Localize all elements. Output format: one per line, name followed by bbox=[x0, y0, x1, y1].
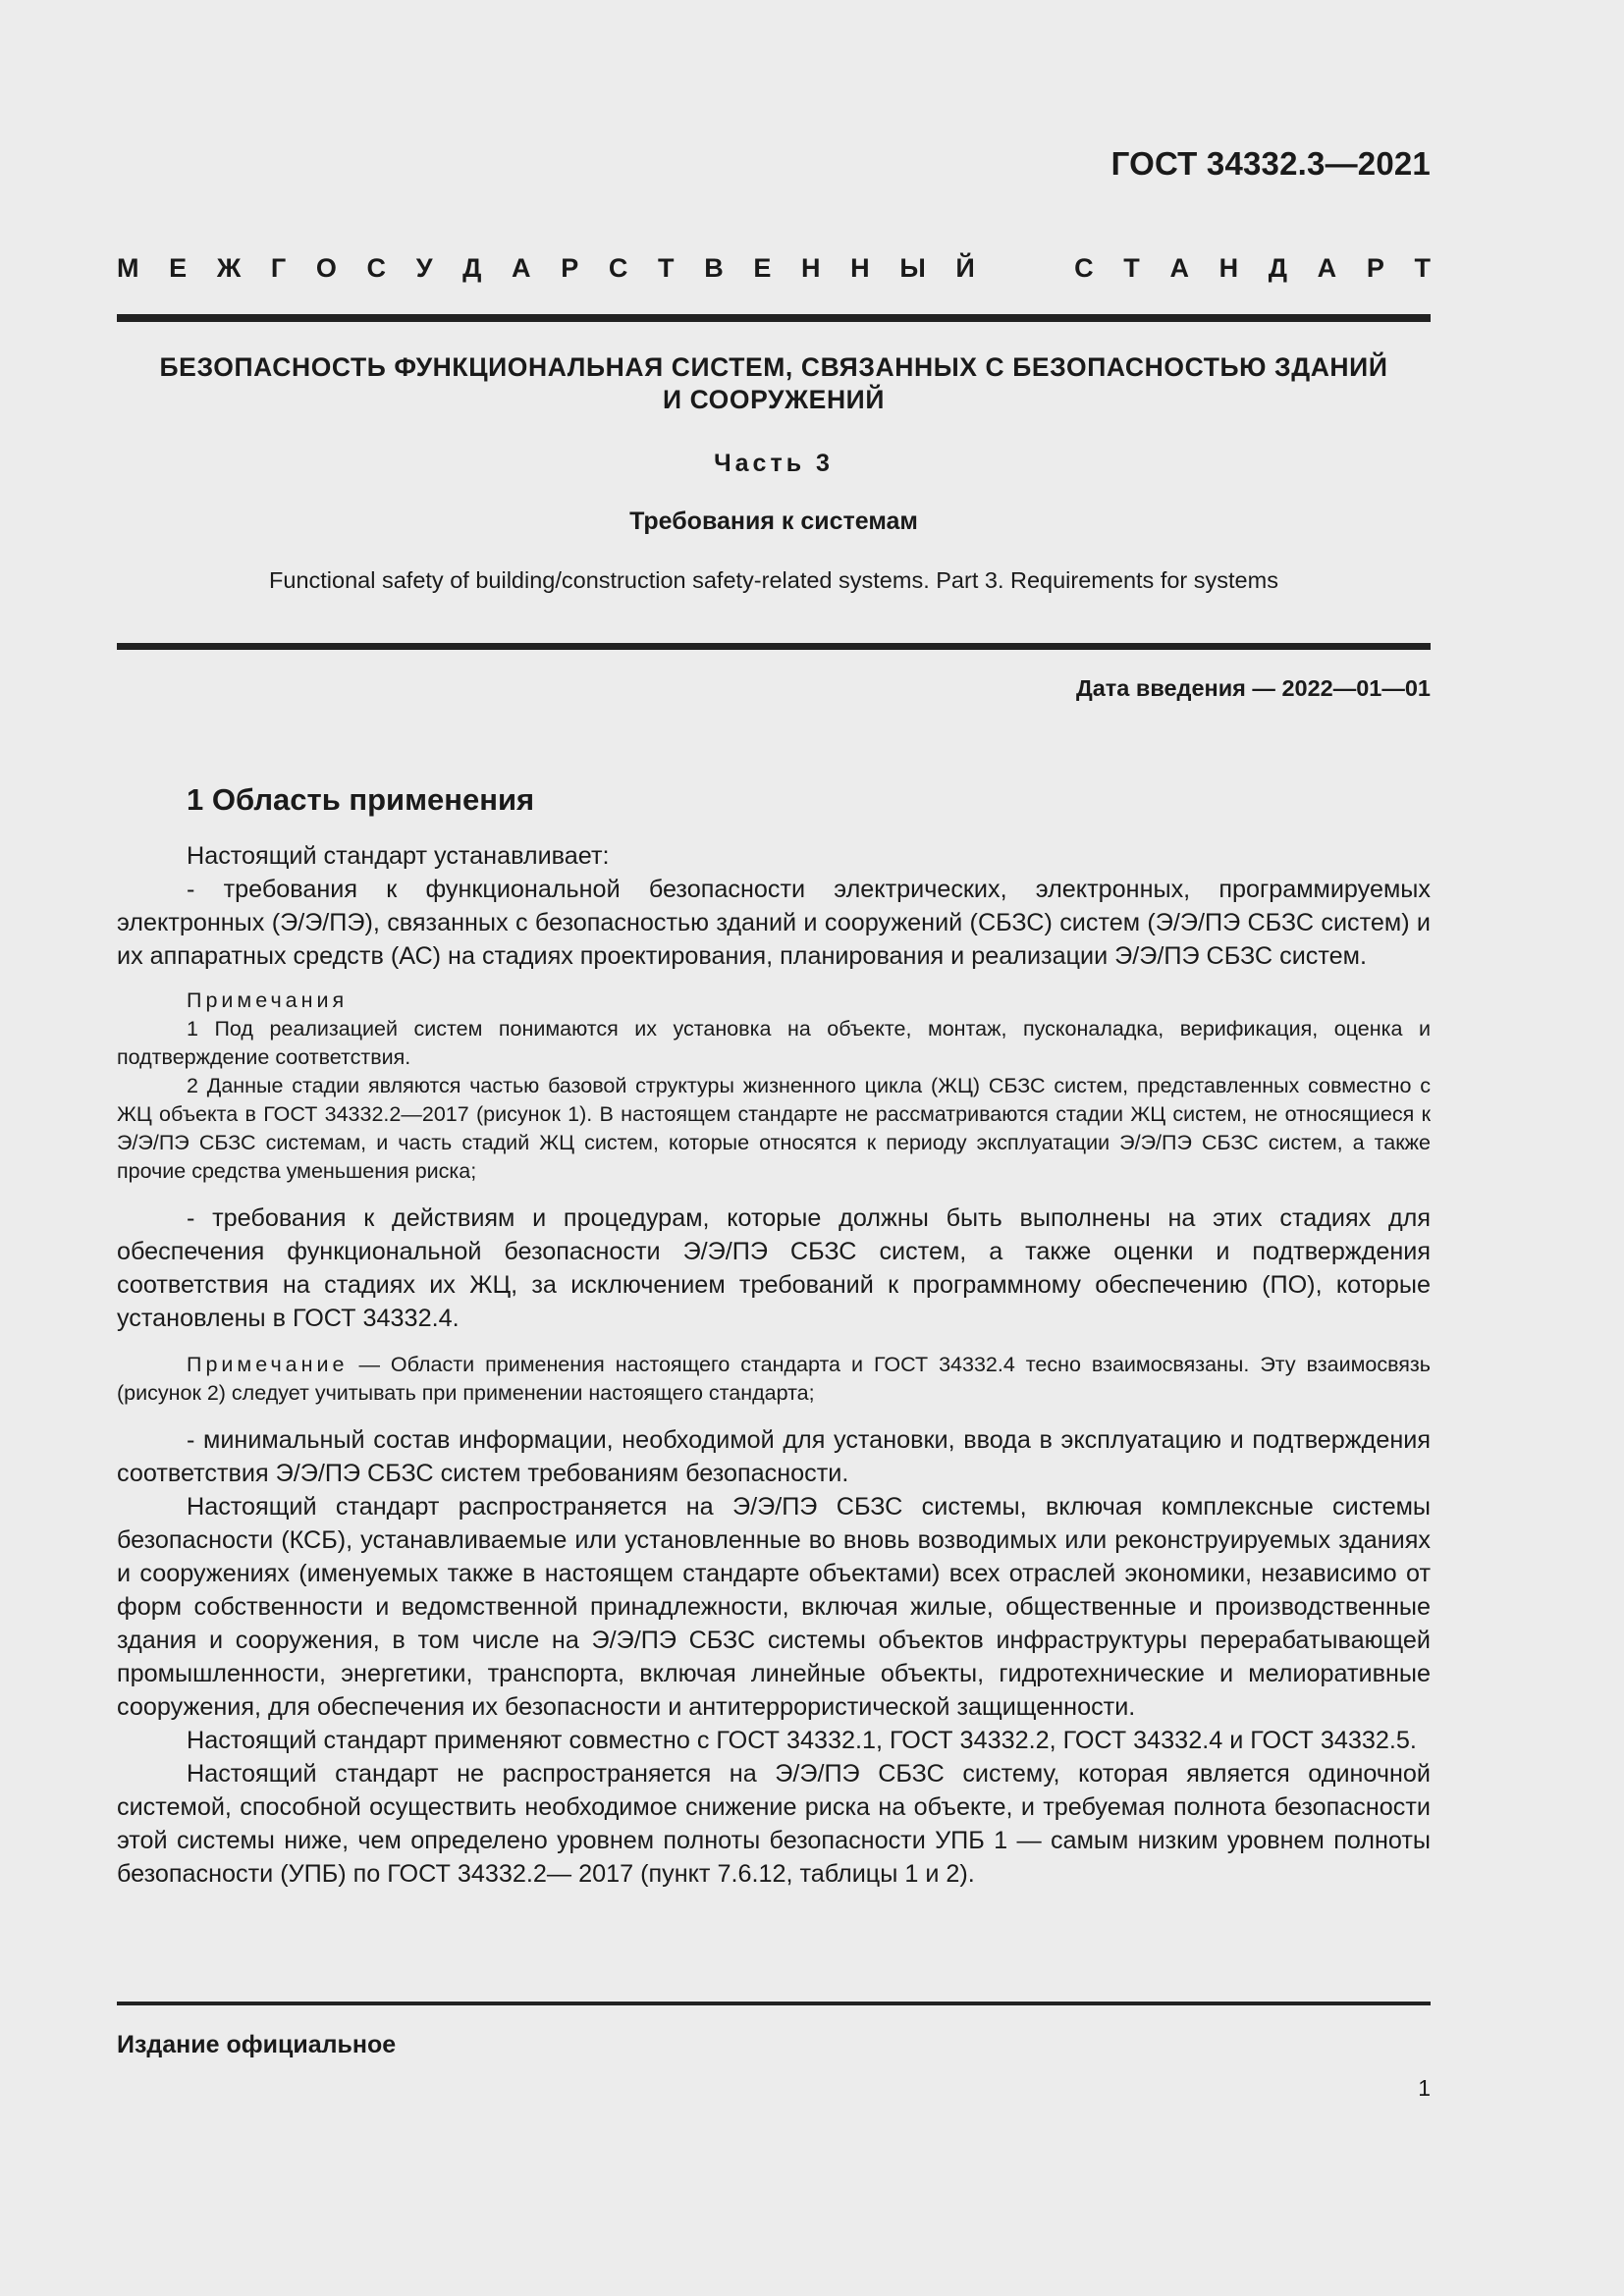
note-label: Примечание bbox=[187, 1353, 349, 1376]
note: 2 Данные стадии являются частью базовой структуры жизненного цикла (ЖЦ) СБЗС систем, представленных совместно с ЖЦ объекта в ГОСТ 34332.2—2017 (рисунок 1). В настоящем стандарте не рассматриваются стадии ЖЦ систем, не относящиеся к Э/Э/ПЭ СБЗС системам, и часть стадий ЖЦ систем, которые относятся к периоду эксплуатации Э/Э/ПЭ СБЗС систем, а также прочие средства уменьшения риска; bbox=[117, 1074, 1431, 1183]
banner-letter: В bbox=[704, 253, 724, 283]
title-block bbox=[117, 351, 1431, 594]
page-number: 1 bbox=[1418, 2075, 1431, 2101]
banner-letter: А bbox=[1317, 253, 1337, 283]
header-divider bbox=[117, 314, 1431, 322]
banner-letter: Р bbox=[561, 253, 579, 283]
document-subtitle: Требования к системам bbox=[629, 507, 918, 535]
banner-letter: Е bbox=[753, 253, 772, 283]
paragraph: - минимальный состав информации, необходимой для установки, ввода в эксплуатацию и подтверждения соответствия Э/Э/ПЭ СБЗС систем требованиям безопасности. bbox=[117, 1426, 1431, 1487]
banner-letter: Й bbox=[955, 253, 975, 283]
banner-letter: А bbox=[1169, 253, 1189, 283]
banner-letter: Ж bbox=[216, 253, 242, 283]
banner-letter: Д bbox=[1268, 253, 1288, 283]
banner-letter: У bbox=[415, 253, 433, 283]
footer-divider bbox=[117, 2002, 1431, 2005]
note-text: — Области применения настоящего стандарта и ГОСТ 34332.4 тесно взаимосвязаны. Эту взаимосвязь (рисунок 2) следует учитывать при применении настоящего стандарта; bbox=[117, 1353, 1431, 1405]
paragraph: Настоящий стандарт не распространяется на Э/Э/ПЭ СБЗС систему, которая является одиночной системой, способной осуществить необходимое снижение риска на объекте, и требуемая полнота безопасности этой системы ниже, чем определено уровнем полноты безопасности УПБ 1 — самым низким уровнем полноты безопасности (УПБ) по ГОСТ 34332.2— 2017 (пункт 7.6.12, таблицы 1 и 2). bbox=[117, 1760, 1431, 1888]
paragraph: Настоящий стандарт устанавливает: bbox=[187, 842, 610, 870]
section-scope bbox=[117, 782, 1431, 1891]
section-heading: 1 Область применения bbox=[187, 782, 535, 817]
paragraph: - требования к действиям и процедурам, которые должны быть выполнены на этих стадиях для обеспечения функциональной безопасности Э/Э/ПЭ СБЗС систем, а также оценки и подтверждения соответствия на стадиях их ЖЦ, за исключением требований к программному обеспечению (ПО), которые установлены в ГОСТ 34332.4. bbox=[117, 1204, 1431, 1332]
note: 1 Под реализацией систем понимаются их установка на объекте, монтаж, пусконаладка, верификация, оценка и подтверждение соответствия. bbox=[117, 1017, 1431, 1069]
edition-label: Издание официальное bbox=[117, 2031, 397, 2058]
notes-label: Примечания bbox=[187, 988, 349, 1012]
banner-letter: С bbox=[1074, 253, 1094, 283]
banner-letter: Т bbox=[1123, 253, 1140, 283]
banner-letter: Т bbox=[1414, 253, 1431, 283]
banner-letter: Т bbox=[658, 253, 675, 283]
part-label: Часть 3 bbox=[714, 450, 834, 477]
note bbox=[117, 1351, 1431, 1408]
paragraph: Настоящий стандарт применяют совместно с ГОСТ 34332.1, ГОСТ 34332.2, ГОСТ 34332.4 и ГОСТ 34332.5. bbox=[187, 1727, 1417, 1754]
title-divider bbox=[117, 643, 1431, 650]
banner-word-gap bbox=[1004, 253, 1044, 284]
document-title-line: И СООРУЖЕНИЙ bbox=[663, 385, 885, 414]
banner-letter: Е bbox=[169, 253, 188, 283]
banner-letter: С bbox=[608, 253, 628, 283]
document-title bbox=[117, 351, 1431, 416]
banner-letter: Н bbox=[801, 253, 821, 283]
paragraph: - требования к функциональной безопасности электрических, электронных, программируемых электронных (Э/Э/ПЭ), связанных с безопасностью зданий и сооружений (СБЗС) систем (Э/Э/ПЭ СБЗС систем) и их аппаратных средств (АС) на стадиях проектирования, планирования и реализации Э/Э/ПЭ СБЗС систем. bbox=[117, 876, 1431, 970]
banner-letter: М bbox=[117, 253, 139, 283]
document-title-line: БЕЗОПАСНОСТЬ ФУНКЦИОНАЛЬНАЯ СИСТЕМ, СВЯЗАННЫХ С БЕЗОПАСНОСТЬЮ ЗДАНИЙ bbox=[159, 352, 1388, 382]
document-page bbox=[117, 0, 1431, 2296]
paragraph: Настоящий стандарт распространяется на Э/Э/ПЭ СБЗС системы, включая комплексные системы безопасности (КСБ), устанавливаемые или установленные во вновь возводимых или реконструируемых зданиях и сооружениях (именуемых также в настоящем стандарте объектами) всех отраслей экономики, независимо от форм собственности и ведомственной принадлежности, включая жилые, общественные и производственные здания и сооружения, в том числе на Э/Э/ПЭ СБЗС системы объектов инфраструктуры перерабатывающей промышленности, энергетики, транспорта, включая линейные объекты, гидротехнические и мелиоративные сооружения, для обеспечения их безопасности и антитеррористической защищенности. bbox=[117, 1493, 1431, 1721]
banner-letter: Д bbox=[462, 253, 482, 283]
introduction-date: Дата введения — 2022—01—01 bbox=[1075, 675, 1431, 701]
banner-letter: Ы bbox=[899, 253, 926, 283]
banner-letter: Н bbox=[850, 253, 870, 283]
banner-letter: Н bbox=[1218, 253, 1239, 283]
english-title: Functional safety of building/construction safety-related systems. Part 3. Requirements for systems bbox=[269, 567, 1278, 593]
banner-letter: Г bbox=[270, 253, 287, 283]
banner-letter: Р bbox=[1366, 253, 1384, 283]
banner-letter: А bbox=[512, 253, 531, 283]
standard-designation: ГОСТ 34332.3—2021 bbox=[1110, 145, 1431, 182]
banner-letter: С bbox=[366, 253, 387, 283]
banner-letter: О bbox=[315, 253, 337, 283]
interstate-standard-banner bbox=[117, 253, 1431, 284]
